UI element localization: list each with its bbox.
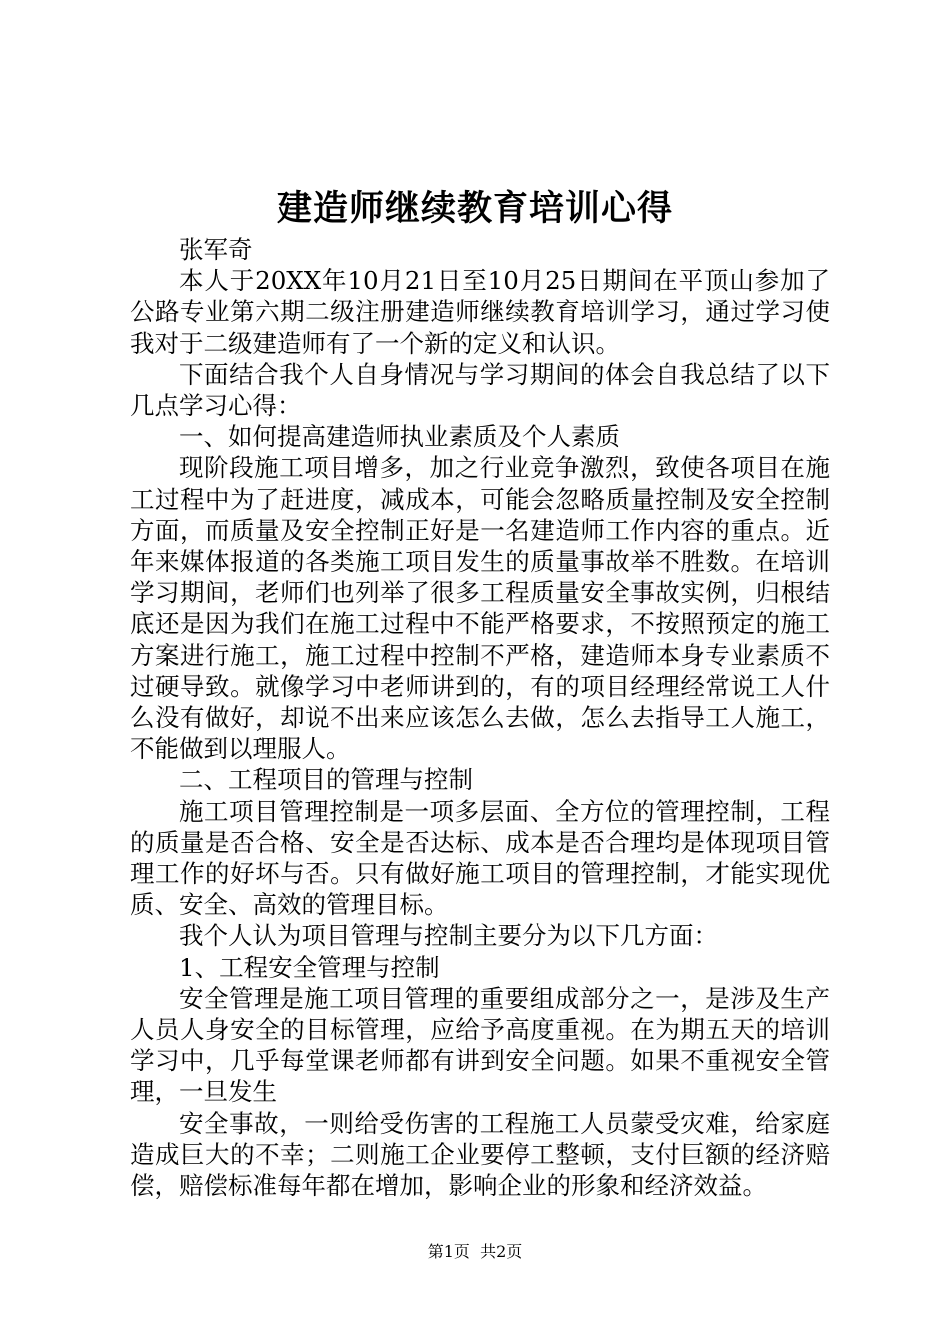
paragraph-section-2: 施工项目管理控制是一项多层面、全方位的管理控制，工程的质量是否合格、安全是否达标、成本是否合理均是体现项目管理工作的好坏与否。只有做好施工项目的管理控制，才能实现优质、安全、高效的管理目标。 [130, 796, 830, 920]
paragraph-section-1: 现阶段施工项目增多，加之行业竞争激烈，致使各项目在施工过程中为了赶进度，减成本，可能会忽略质量控制及安全控制方面，而质量及安全控制正好是一名建造师工作内容的重点。近年来媒体报道的各类施工项目发生的质量事故举不胜数。在培训学习期间，老师们也列举了很多工程质量安全事故实例，归根结底还是因为我们在施工过程中不能严格要求，不按照预定的施工方案进行施工，施工过程中控制不严格，建造师本身专业素质不过硬导致。就像学习中老师讲到的，有的项目经理经常说工人什么没有做好，却说不出来应该怎么去做，怎么去指导工人施工，不能做到以理服人。 [130, 453, 830, 764]
document-title: 建造师继续教育培训心得 [276, 189, 673, 229]
section-heading-1: 一、如何提高建造师执业素质及个人素质 [179, 422, 620, 452]
page-total: 共2页 [480, 1242, 523, 1261]
paragraph-safety-1: 安全管理是施工项目管理的重要组成部分之一，是涉及生产人员人身安全的目标管理，应给予高度重视。在为期五天的培训学习中，几乎每堂课老师都有讲到安全问题。如果不重视安全管理，一旦发生 [130, 983, 830, 1107]
author-name: 张军奇 [179, 235, 253, 264]
page-number: 第1页 [427, 1242, 470, 1261]
paragraph-summary-lead: 下面结合我个人自身情况与学习期间的体会自我总结了以下几点学习心得： [130, 359, 830, 421]
paragraph-aspects-lead: 我个人认为项目管理与控制主要分为以下几方面： [179, 921, 718, 951]
section-heading-2: 二、工程项目的管理与控制 [179, 765, 473, 795]
page-footer [0, 1240, 950, 1264]
document-body [130, 234, 830, 1201]
paragraph-safety-2: 安全事故，一则给受伤害的工程施工人员蒙受灾难，给家庭造成巨大的不幸；二则施工企业要停工整顿，支付巨额的经济赔偿，赔偿标准每年都在增加，影响企业的形象和经济效益。 [130, 1108, 830, 1201]
subsection-heading-1: 1、工程安全管理与控制 [179, 952, 440, 982]
paragraph-intro: 本人于20XX年10月21日至10月25日期间在平顶山参加了公路专业第六期二级注册建造师继续教育培训学习，通过学习使我对于二级建造师有了一个新的定义和认识。 [130, 266, 830, 358]
